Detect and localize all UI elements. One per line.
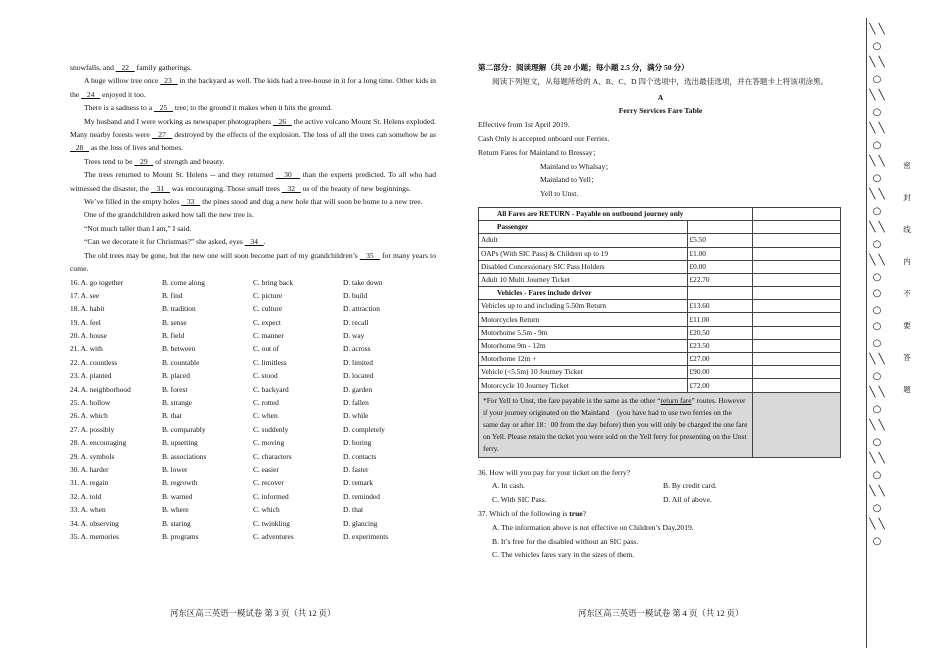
option-row (70, 450, 436, 463)
option-choice: B. tradition (162, 304, 196, 314)
table-cell: £90.00 (687, 366, 753, 379)
option-choice: C. twinkling (253, 518, 290, 528)
option-choice: C. bring back (253, 277, 294, 287)
table-cell: OAPs (With SIC Pass) & Children up to 19 (479, 247, 688, 260)
passage-paragraph: snowfalls, and 22 family gatherings. (70, 63, 192, 72)
option-row (70, 423, 436, 436)
fare-row (479, 313, 841, 326)
fare-row (479, 379, 841, 392)
fare-row (479, 300, 841, 313)
cloze-options (70, 276, 436, 544)
option-choice: 26. A. which (70, 411, 108, 421)
table-cell: Motorhome 9m - 12m (479, 339, 688, 352)
seal-char: 内 (903, 257, 911, 266)
option-choice: B. where (162, 505, 189, 515)
table-cell: £22.70 (687, 273, 753, 286)
option-row (70, 530, 436, 543)
option-choice: C. easier (253, 464, 279, 474)
question-36-stem: 36. How will you pay for your ticket on the ferry? (478, 467, 631, 477)
option-row (70, 503, 436, 516)
answer-option: C. With SIC Pass. (492, 495, 547, 505)
fare-row (479, 339, 841, 352)
answer-blank: 29 (134, 156, 154, 166)
option-choice: B. programs (162, 531, 199, 541)
option-choice: C. characters (253, 451, 292, 461)
option-choice: D. reminded (343, 491, 380, 501)
option-choice: B. forest (162, 384, 188, 394)
option-choice: C. adventures (253, 531, 294, 541)
seal-char: 不 (903, 289, 911, 298)
intro-line: Effective from 1st April 2019. (478, 120, 570, 130)
option-row (70, 463, 436, 476)
option-choice: 24. A. neighborhood (70, 384, 131, 394)
passage-paragraph: A huge willow tree once 23 in the backyard as well. The kids had a tree-house in it for a long time. Other kids in the 24 enjoyed it too. (70, 76, 436, 99)
option-choice: 17. A. see (70, 290, 100, 300)
table-cell: £5.50 (687, 234, 753, 247)
passage-paragraph: We’ve filled in the empty holes 33 the pines stood and dug a new hole that will soon be home to a new tree. (84, 197, 423, 207)
left-footer: 河东区高三英语一模试卷 第 3 页（共 12 页） (170, 609, 336, 618)
table-cell: Vehicle (<5.5m) 10 Journey Ticket (479, 366, 688, 379)
route-item: Mainland to Yell； (540, 175, 599, 185)
section-header: Passenger (479, 221, 688, 234)
section-row (479, 287, 841, 300)
seal-char: 要 (903, 321, 911, 330)
option-choice: 27. A. possibly (70, 424, 115, 434)
left-page (70, 0, 436, 543)
option-choice: D. glancing (343, 518, 378, 528)
table-cell: £11.00 (687, 313, 753, 326)
option-choice: D. limited (343, 357, 373, 367)
answer-blank: 33 (181, 197, 201, 207)
option-row (70, 329, 436, 342)
option-choice: 25. A. hollow (70, 398, 111, 408)
option-choice: D. experiments (343, 531, 389, 541)
answer-blank: 35 (359, 250, 380, 260)
route-list (478, 160, 843, 201)
table-cell (753, 234, 841, 247)
option-choice: 31. A. regain (70, 478, 109, 488)
table-cell: Adult (479, 234, 688, 247)
answer-blank: 28 (70, 143, 89, 153)
table-cell (753, 247, 841, 260)
option-row (70, 356, 436, 369)
option-choice: B. countable (162, 357, 200, 367)
seal-char: 封 (903, 193, 911, 202)
option-choice: D. while (343, 411, 369, 421)
answer-blank: 23 (160, 76, 178, 86)
option-choice: B. comparably (162, 424, 206, 434)
option-choice: C. manner (253, 331, 284, 341)
option-choice: B. find (162, 290, 183, 300)
option-choice: B. between (162, 344, 196, 354)
option-choice: C. suddenly (253, 424, 289, 434)
section-row (479, 221, 841, 234)
table-cell: Motorhome 12m + (479, 353, 688, 366)
passage-paragraph: Trees tend to be 29 of strength and beauty. (84, 156, 225, 166)
cloze-passage (70, 61, 436, 276)
answer-blank: 34 (244, 237, 264, 247)
table-cell: £0.00 (687, 260, 753, 273)
answer-blank: 30 (275, 170, 301, 180)
fare-row (479, 247, 841, 260)
seal-char: 线 (903, 225, 911, 234)
option-choice: D. faster (343, 464, 369, 474)
passage-paragraph: The old trees may be gone, but the new one will soon become part of my grandchildren’s 35 for many years to come. (70, 250, 437, 274)
option-row (70, 476, 436, 489)
option-choice: C. backyard (253, 384, 289, 394)
table-cell (753, 300, 841, 313)
seal-char: 题 (903, 385, 911, 394)
fare-row (479, 273, 841, 286)
option-choice: B. strange (162, 398, 192, 408)
option-choice: D. recall (343, 317, 369, 327)
answer-option: C. The vehicles fares vary in the sizes of them. (492, 550, 635, 560)
option-choice: 16. A. go together (70, 277, 124, 287)
table-cell: £1.00 (687, 247, 753, 260)
seal-notice (899, 150, 915, 406)
option-choice: 29. A. symbols (70, 451, 115, 461)
option-choice: C. expect (253, 317, 281, 327)
option-choice: D. completely (343, 424, 385, 434)
option-choice: B. field (162, 331, 185, 341)
section-header (753, 221, 841, 234)
answer-option: A. In cash. (492, 481, 525, 491)
fare-row (479, 260, 841, 273)
passage-paragraph: The trees returned to Mount St. Helens -- and they returned 30 than the experts predicted. To all who had witnessed the disaster, the 31 was encouraging. Those small trees 32 us of the beauty of new beginnings. (70, 170, 437, 193)
option-choice: D. build (343, 290, 368, 300)
fare-table (478, 207, 841, 458)
option-choice: B. associations (162, 451, 207, 461)
option-choice: D. way (343, 331, 365, 341)
table-cell: £13.60 (687, 300, 753, 313)
passage-paragraph: “Not much taller than I am,” I said. (84, 223, 192, 233)
option-choice: D. remark (343, 478, 373, 488)
option-choice: B. come along (162, 277, 205, 287)
passage-paragraph: There is a sadness to a 25 tree; to the ground it makes when it hits the ground. (84, 103, 333, 113)
option-choice: C. recover (253, 478, 284, 488)
section-header (687, 287, 753, 300)
note-link: return fare (660, 395, 692, 405)
option-choice: B. that (162, 411, 182, 421)
answer-blank: 25 (154, 103, 173, 113)
option-choice: D. fallen (343, 398, 369, 408)
route-item: Mainland to Whalsay； (540, 161, 613, 171)
table-cell (753, 273, 841, 286)
option-choice: C. which (253, 505, 280, 515)
table-cell: £72.00 (687, 379, 753, 392)
option-choice: 28. A. encouraging (70, 438, 127, 448)
option-choice: C. limitless (253, 357, 287, 367)
table-cell (753, 326, 841, 339)
passage-title: Ferry Services Fare Table (618, 106, 703, 116)
seal-char: 密 (903, 161, 911, 170)
table-cell: Motorcycle 10 Journey Ticket (479, 379, 688, 392)
option-choice: D. contacts (343, 451, 377, 461)
intro-line: Cash Only is accepted onboard our Ferries. (478, 133, 610, 143)
option-row (70, 383, 436, 396)
option-choice: B. warned (162, 491, 193, 501)
option-row (70, 369, 436, 382)
option-row (70, 517, 436, 530)
section-title: 第二部分：阅读理解（共 20 小题；每小题 2.5 分，满分 50 分） (478, 63, 689, 72)
option-choice: C. when (253, 411, 278, 421)
option-row (70, 302, 436, 315)
option-choice: B. placed (162, 371, 190, 381)
answer-option: B. It’s free for the disabled without an SIC pass. (492, 536, 639, 546)
table-cell: Motorhome 5.5m - 9m (479, 326, 688, 339)
option-choice: D. garden (343, 384, 373, 394)
question-36-options (478, 479, 843, 507)
passage-paragraph: My husband and I were working as newspaper photographers 26 the active volcano Mount St. Helens exploded. Many nearby forests were 27 destroyed by the effects of the explosion. The loss of all the trees can somehow be as 28 as the loss of lives and homes. (70, 116, 436, 153)
option-choice: D. boring (343, 438, 372, 448)
passage-paragraph: “Can we decorate it for Christmas?” she asked, eyes 34 . (84, 237, 266, 247)
table-header-row (479, 207, 841, 220)
question-37-stem: 37. Which of the following is true? (478, 508, 587, 518)
table-cell: Adult 10 Multi Journey Ticket (479, 273, 688, 286)
table-cell (753, 353, 841, 366)
section-instructions: 阅读下列短文，从每题所给的 A、B、C、D 四个选项中，选出最佳选项，并在答题卡上将该项涂黑。 (492, 76, 829, 86)
option-row (70, 490, 436, 503)
option-choice: D. that (343, 505, 364, 515)
intro-line: Return Fares for Mainland to Bressay； (478, 147, 601, 157)
table-cell (753, 392, 841, 457)
fare-row (479, 326, 841, 339)
emphasis: true (569, 508, 583, 518)
answer-blank: 27 (151, 130, 173, 140)
answer-blank: 31 (150, 183, 170, 193)
option-choice: C. stood (253, 371, 278, 381)
answer-option: A. The information above is not effective on Children’s Day,2019. (492, 522, 694, 532)
option-choice: B. regrowth (162, 478, 198, 488)
fare-row (479, 366, 841, 379)
table-cell: £23.50 (687, 339, 753, 352)
option-choice: 21. A. with (70, 344, 103, 354)
section-header (687, 221, 753, 234)
option-row (70, 289, 436, 302)
note-row (479, 392, 841, 457)
option-row (70, 342, 436, 355)
option-row (70, 316, 436, 329)
passage-letter: A (657, 92, 664, 102)
option-choice: 33. A. when (70, 505, 106, 515)
option-choice: 22. A. countless (70, 357, 118, 367)
answer-blank: 32 (281, 183, 301, 193)
option-choice: B. sense (162, 317, 187, 327)
option-choice: 32. A. told (70, 491, 102, 501)
option-row (70, 276, 436, 289)
option-choice: C. moving (253, 438, 285, 448)
option-choice: 30. A. harder (70, 464, 109, 474)
table-header: All Fares are RETURN - Payable on outbound journey only (479, 207, 753, 220)
option-choice: 18. A. habit (70, 304, 105, 314)
right-page (478, 0, 843, 562)
option-row (70, 396, 436, 409)
fare-row (479, 353, 841, 366)
route-item: Yell to Unst. (540, 189, 579, 199)
table-cell: Disabled Concessionary SIC Pass Holders (479, 260, 688, 273)
table-cell (753, 379, 841, 392)
answer-blank: 24 (81, 89, 101, 99)
answer-blank: 22 (115, 63, 135, 72)
table-cell (753, 313, 841, 326)
questions (478, 466, 843, 563)
table-cell (753, 207, 841, 220)
binding-line (866, 18, 867, 648)
section-header (753, 287, 841, 300)
table-cell: Motorcycles Return (479, 313, 688, 326)
option-choice: C. informed (253, 491, 289, 501)
option-choice: 23. A. planted (70, 371, 112, 381)
option-choice: C. picture (253, 290, 283, 300)
right-footer: 河东区高三英语一模试卷 第 4 页（共 12 页） (578, 609, 744, 618)
option-choice: B. staring (162, 518, 191, 528)
table-cell (753, 366, 841, 379)
section-header: Vehicles - Fares include driver (479, 287, 688, 300)
option-choice: C. out of (253, 344, 280, 354)
option-choice: 35. A. memories (70, 531, 119, 541)
table-cell: Vehicles up to and including 5.50m Return (479, 300, 688, 313)
table-cell: £20.50 (687, 326, 753, 339)
option-choice: 19. A. feel (70, 317, 101, 327)
answer-option: B. By credit card. (663, 481, 717, 491)
option-choice: D. located (343, 371, 374, 381)
answer-option: D. All of above. (663, 495, 712, 505)
option-choice: B. lower (162, 464, 188, 474)
option-choice: 20. A. house (70, 331, 107, 341)
table-cell (753, 339, 841, 352)
option-choice: C. culture (253, 304, 283, 314)
option-row (70, 409, 436, 422)
option-choice: D. take down (343, 277, 383, 287)
table-cell (753, 260, 841, 273)
table-cell: £27.00 (687, 353, 753, 366)
option-choice: C. rotted (253, 398, 279, 408)
option-choice: D. across (343, 344, 371, 354)
option-choice: B. upsetting (162, 438, 198, 448)
passage-intro (478, 118, 843, 159)
binding-pattern: ╲ ╲ ○ ╲ ╲ ○ ╲ ╲ ○ ╲ ╲ ○ ╲ ╲ ○ ╲ ╲ ○ ╲ ╲ ○ ╲ ╲ ○ ○ ○ ○ ○ ╲ ╲ ○ ╲ ╲ ○ ╲ ╲ ○ ╲ ╲ ○ ╲ ╲ ○ ╲ ╲ ○ (869, 24, 885, 547)
seal-char: 答 (903, 353, 911, 362)
fare-note: *For Yell to Unst, the fare payable is the same as the other “return fare” routes. However if your journey originated on the Mainland (you have had to use two ferries on the same day or after 18：00 from the day before) then you will only be charged the one fare on Yell. Please retain the ticket you were sold on the Yell ferry for presenting on the Unst ferry. (479, 392, 753, 457)
option-row (70, 436, 436, 449)
answer-blank: 26 (272, 116, 292, 126)
option-choice: 34. A. observing (70, 518, 119, 528)
fare-row (479, 234, 841, 247)
option-choice: D. attraction (343, 304, 380, 314)
passage-paragraph: One of the grandchildren asked how tall the new tree is. (84, 210, 254, 220)
